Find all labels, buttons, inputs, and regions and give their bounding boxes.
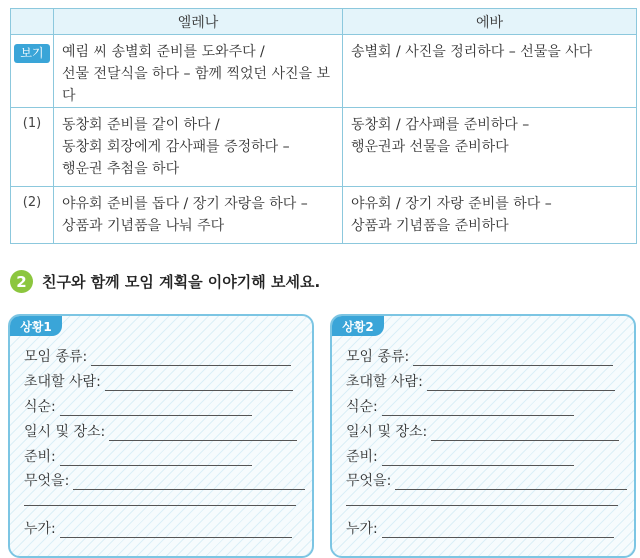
field-label: 식순: — [24, 399, 56, 415]
comparison-table — [10, 8, 637, 244]
extra-answer-line[interactable] — [346, 505, 618, 506]
row-tag-cell — [11, 108, 54, 187]
preparation-field[interactable] — [24, 444, 252, 466]
answer-line[interactable] — [60, 521, 292, 538]
header-eva: 에바 — [343, 9, 637, 35]
answer-line[interactable] — [73, 473, 305, 490]
field-label: 모임 종류: — [24, 349, 88, 365]
situation-2-tab: 상황2 — [332, 316, 384, 336]
extra-answer-line[interactable] — [24, 505, 296, 506]
field-label: 모임 종류: — [346, 349, 410, 365]
invitees-field[interactable] — [346, 369, 615, 391]
elena-cell — [54, 187, 343, 244]
elena-cell — [54, 35, 343, 108]
eva-cell — [343, 108, 637, 187]
section-2-heading — [10, 270, 320, 293]
field-label: 식순: — [346, 399, 378, 415]
field-label: 준비: — [346, 449, 378, 465]
answer-line[interactable] — [109, 424, 297, 441]
row-tag-cell — [11, 187, 54, 244]
eva-cell — [343, 35, 637, 108]
header-empty-cell — [11, 9, 54, 35]
who-field[interactable] — [24, 516, 292, 538]
date-place-field[interactable] — [24, 419, 297, 441]
answer-line[interactable] — [431, 424, 619, 441]
field-label: 일시 및 장소: — [346, 424, 428, 440]
eva-line: 상품과 기념품을 준비하다 — [351, 218, 509, 234]
invitees-field[interactable] — [24, 369, 293, 391]
meeting-type-field[interactable] — [346, 344, 613, 366]
situation-2-card — [330, 314, 636, 558]
elena-line: 상품과 기념품을 나눠 주다 — [62, 218, 225, 234]
table-row-example — [11, 35, 637, 108]
date-place-field[interactable] — [346, 419, 619, 441]
table-row-1 — [11, 108, 637, 187]
answer-line[interactable] — [91, 349, 291, 366]
table-row-2 — [11, 187, 637, 244]
answer-line[interactable] — [382, 399, 574, 416]
what-field[interactable] — [24, 468, 305, 490]
elena-cell — [54, 108, 343, 187]
eva-line: 행운권과 선물을 준비하다 — [351, 139, 509, 155]
answer-line[interactable] — [105, 374, 293, 391]
elena-line: 행운권 추첨을 하다 — [62, 161, 180, 177]
header-elena: 엘레나 — [54, 9, 343, 35]
eva-line: 송별회 / 사진을 정리하다 – 선물을 사다 — [351, 44, 593, 60]
answer-line[interactable] — [60, 399, 252, 416]
what-field[interactable] — [346, 468, 627, 490]
elena-line: 동창회 준비를 같이 하다 / — [62, 117, 220, 133]
situation-1-tab: 상황1 — [10, 316, 62, 336]
eva-line: 야유회 / 장기 자랑 준비를 하다 – — [351, 196, 552, 212]
meeting-type-field[interactable] — [24, 344, 291, 366]
field-label: 준비: — [24, 449, 56, 465]
answer-line[interactable] — [427, 374, 615, 391]
who-field[interactable] — [346, 516, 614, 538]
field-label: 초대할 사람: — [24, 374, 101, 390]
field-label: 무엇을: — [24, 473, 70, 489]
step-number-badge: 2 — [10, 270, 33, 293]
field-label: 초대할 사람: — [346, 374, 423, 390]
answer-line[interactable] — [382, 449, 574, 466]
field-label: 누가: — [24, 521, 56, 537]
section-2-title: 친구와 함께 모임 계획을 이야기해 보세요. — [42, 273, 321, 291]
answer-line[interactable] — [60, 449, 252, 466]
answer-line[interactable] — [395, 473, 627, 490]
elena-line: 선물 전달식을 하다 – 함께 찍었던 사진을 보다 — [62, 66, 331, 104]
row-number: (1) — [22, 116, 42, 131]
situation-1-card — [8, 314, 314, 558]
program-field[interactable] — [24, 394, 252, 416]
elena-line: 예림 씨 송별회 준비를 도와주다 / — [62, 44, 265, 60]
preparation-field[interactable] — [346, 444, 574, 466]
elena-line: 야유회 준비를 돕다 / 장기 자랑을 하다 – — [62, 196, 308, 212]
row-number: (2) — [22, 195, 42, 210]
field-label: 누가: — [346, 521, 378, 537]
eva-cell — [343, 187, 637, 244]
field-label: 일시 및 장소: — [24, 424, 106, 440]
row-tag-cell — [11, 35, 54, 108]
example-badge: 보기 — [14, 44, 49, 63]
table-header-row — [11, 9, 637, 35]
program-field[interactable] — [346, 394, 574, 416]
eva-line: 동창회 / 감사패를 준비하다 – — [351, 117, 530, 133]
field-label: 무엇을: — [346, 473, 392, 489]
answer-line[interactable] — [382, 521, 614, 538]
answer-line[interactable] — [413, 349, 613, 366]
elena-line: 동창회 회장에게 감사패를 증정하다 – — [62, 139, 290, 155]
